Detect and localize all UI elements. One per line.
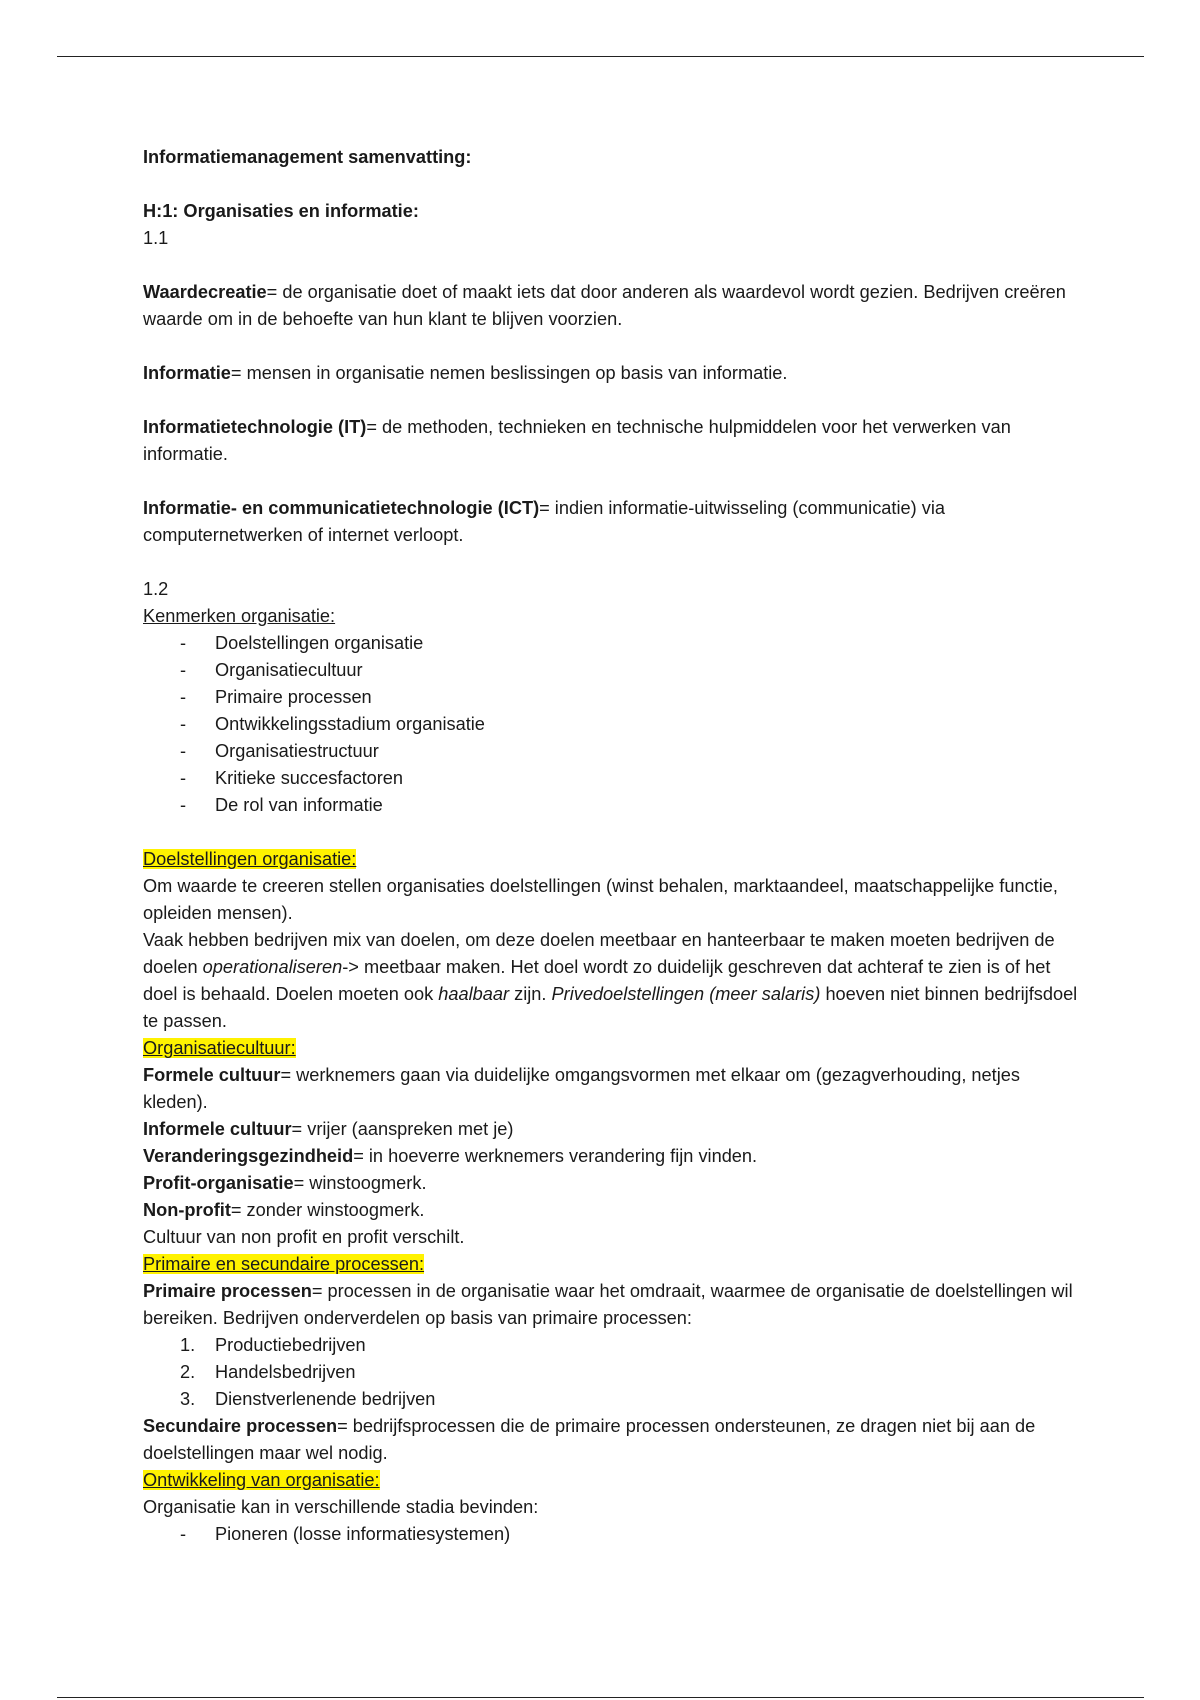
list-item: - De rol van informatie (180, 795, 383, 815)
list-item: - Pioneren (losse informatiesystemen) (180, 1524, 511, 1544)
section-number: 1.2 (143, 579, 169, 599)
cultuur-heading: Organisatiecultuur: (143, 1038, 296, 1058)
list-item: - Primaire processen (180, 687, 372, 707)
chapter-heading: H:1: Organisaties en informatie: (143, 201, 419, 221)
kenmerken-heading: Kenmerken organisatie: (143, 606, 336, 626)
list-item: 1. Productiebedrijven (180, 1335, 366, 1355)
list-item: - Ontwikkelingsstadium organisatie (180, 714, 485, 734)
list-item: - Kritieke succesfactoren (180, 768, 404, 788)
list-item: 3. Dienstverlenende bedrijven (180, 1389, 436, 1409)
cultuur-closing: Cultuur van non profit en profit verschilt. (143, 1227, 465, 1247)
bedrijven-list (143, 1332, 1083, 1413)
list-item: - Organisatiestructuur (180, 741, 379, 761)
definition-it: Informatietechnologie (IT)= de methoden, technieken en technische hulpmiddelen voor het verwerken van informatie. (143, 417, 1011, 464)
cultuur-item: Formele cultuur= werknemers gaan via duidelijke omgangsvormen met elkaar om (gezagverhouding, netjes kleden). (143, 1065, 1020, 1112)
definition-waardecreatie: Waardecreatie= de organisatie doet of maakt iets dat door anderen als waardevol wordt gezien. Bedrijven creëren waarde om in de behoefte van hun klant te blijven voorzien. (143, 282, 1066, 329)
kenmerken-list (143, 630, 1083, 819)
secundaire-processen-definition: Secundaire processen= bedrijfsprocessen die de primaire processen ondersteunen, ze dragen niet bij aan de doelstellingen maar wel nodig. (143, 1416, 1036, 1463)
definition-ict: Informatie- en communicatietechnologie (ICT)= indien informatie-uitwisseling (communicatie) via computernetwerken of internet verloopt. (143, 498, 945, 545)
primaire-processen-definition: Primaire processen= processen in de organisatie waar het omdraait, waarmee de organisatie de doelstellingen wil bereiken. Bedrijven onderverdelen op basis van primaire processen: (143, 1281, 1073, 1328)
doelstellingen-heading: Doelstellingen organisatie: (143, 849, 357, 869)
ontwikkeling-intro: Organisatie kan in verschillende stadia bevinden: (143, 1497, 539, 1517)
cultuur-item: Veranderingsgezindheid= in hoeverre werknemers verandering fijn vinden. (143, 1146, 758, 1166)
section-number: 1.1 (143, 228, 169, 248)
page-top-rule (57, 56, 1144, 57)
cultuur-item: Profit-organisatie= winstoogmerk. (143, 1173, 427, 1193)
list-item: - Organisatiecultuur (180, 660, 363, 680)
cultuur-item: Informele cultuur= vrijer (aanspreken met je) (143, 1119, 514, 1139)
list-item: - Doelstellingen organisatie (180, 633, 424, 653)
document-title: Informatiemanagement samenvatting: (143, 147, 472, 167)
cultuur-item: Non-profit= zonder winstoogmerk. (143, 1200, 425, 1220)
document-body (143, 144, 1083, 1548)
ontwikkeling-heading: Ontwikkeling van organisatie: (143, 1470, 380, 1490)
doelstellingen-paragraph-1: Om waarde te creeren stellen organisaties doelstellingen (winst behalen, marktaandeel, maatschappelijke functie, opleiden mensen). (143, 876, 1058, 923)
definition-informatie: Informatie= mensen in organisatie nemen beslissingen op basis van informatie. (143, 363, 788, 383)
stadia-list (143, 1521, 1083, 1548)
page-bottom-rule (57, 1697, 1144, 1698)
list-item: 2. Handelsbedrijven (180, 1362, 356, 1382)
doelstellingen-paragraph-2: Vaak hebben bedrijven mix van doelen, om deze doelen meetbaar en hanteerbaar te maken moeten bedrijven de doelen operationaliseren-> meetbaar maken. Het doel wordt zo duidelijk geschreven dat achteraf te zien is of het doel is behaald. Doelen moeten ook haalbaar zijn. Privedoelstellingen (meer salaris) hoeven niet binnen bedrijfsdoel te passen. (143, 930, 1078, 1031)
processen-heading: Primaire en secundaire processen: (143, 1254, 425, 1274)
